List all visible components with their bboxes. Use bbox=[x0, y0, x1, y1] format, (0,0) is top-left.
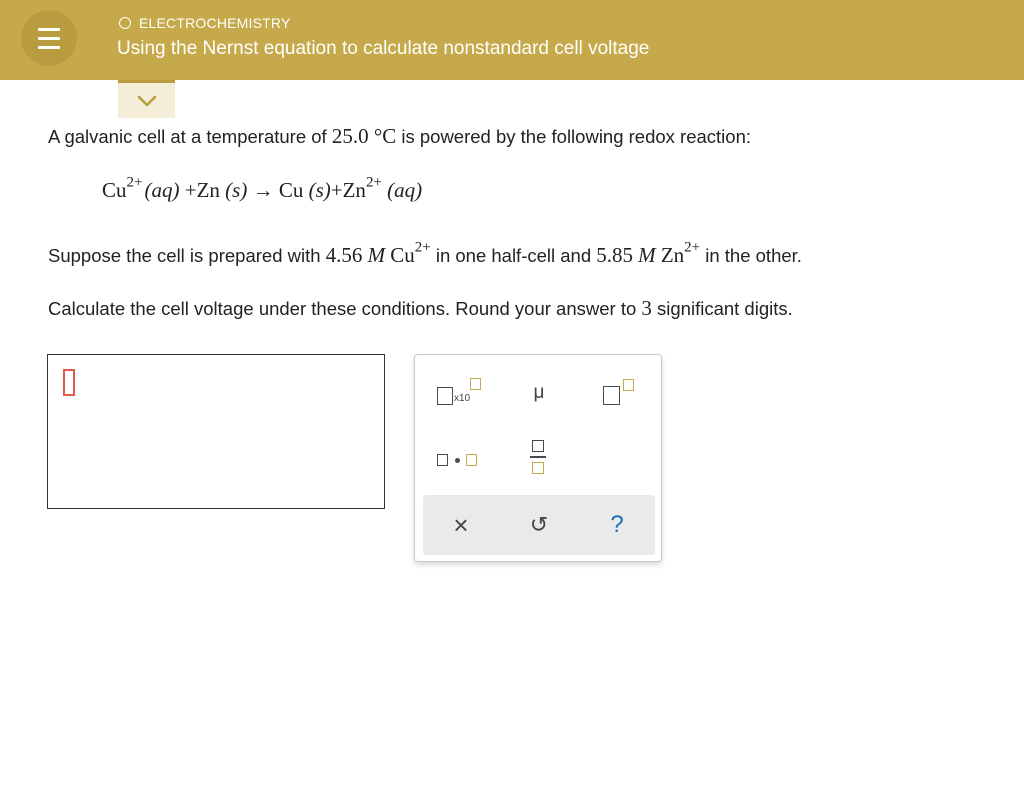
exponent-box-icon bbox=[623, 379, 634, 391]
charge: 2+ bbox=[365, 174, 382, 191]
chevron-down-icon bbox=[136, 94, 158, 108]
header-bar bbox=[0, 0, 1024, 80]
reactant-cu: Cu bbox=[102, 178, 127, 202]
scientific-notation-button[interactable] bbox=[429, 373, 489, 417]
page-title: Using the Nernst equation to calculate nonstandard cell voltage bbox=[117, 38, 650, 59]
collapse-toggle[interactable] bbox=[118, 80, 175, 118]
redox-reaction bbox=[102, 174, 423, 203]
conc2-species: Zn bbox=[660, 243, 685, 267]
micro-button[interactable] bbox=[519, 373, 559, 413]
right-box-icon bbox=[466, 454, 477, 466]
instr-text: Calculate the cell voltage under these conditions. Round your answer to bbox=[48, 298, 642, 319]
question-instruction bbox=[48, 296, 793, 321]
menu-button[interactable] bbox=[21, 10, 77, 66]
state: (s) bbox=[308, 178, 331, 202]
denominator-box-icon bbox=[532, 462, 544, 474]
plus: + bbox=[184, 178, 197, 202]
numerator-box-icon bbox=[532, 440, 544, 452]
intro-text: A galvanic cell at a temperature of bbox=[48, 126, 332, 147]
palette-action-bar bbox=[423, 495, 655, 555]
mu-label: μ bbox=[533, 382, 545, 403]
category-label: ELECTROCHEMISTRY bbox=[139, 15, 291, 31]
close-icon: × bbox=[453, 509, 469, 540]
prep-text-end: in the other. bbox=[700, 245, 802, 266]
temperature-value: 25.0 °C bbox=[331, 124, 397, 148]
math-palette bbox=[414, 354, 662, 562]
fraction-button[interactable] bbox=[519, 435, 559, 483]
exponent-box-icon bbox=[470, 378, 481, 390]
undo-button[interactable] bbox=[519, 505, 559, 545]
base-box-icon bbox=[603, 386, 620, 405]
dot-icon bbox=[455, 458, 460, 463]
product-cu: Cu bbox=[278, 178, 304, 202]
undo-icon: ↺ bbox=[529, 512, 549, 538]
question-preparation bbox=[48, 239, 802, 268]
prep-text-mid: in one half-cell and bbox=[430, 245, 597, 266]
topic-circle-icon bbox=[119, 17, 131, 29]
topic-category bbox=[119, 15, 291, 31]
answer-input[interactable] bbox=[47, 354, 385, 509]
help-icon: ? bbox=[610, 511, 624, 538]
state: (s) bbox=[225, 178, 248, 202]
menu-icon-line bbox=[38, 37, 60, 40]
instr-text-end: significant digits. bbox=[651, 298, 793, 319]
reaction-arrow: → bbox=[252, 178, 274, 202]
clear-button[interactable] bbox=[441, 505, 481, 545]
conc2-value: 5.85 bbox=[596, 243, 634, 267]
product-zn: Zn bbox=[342, 178, 366, 202]
base-box-icon bbox=[437, 387, 453, 405]
sig-digits-value: 3 bbox=[641, 296, 652, 320]
conc1-species: Cu bbox=[390, 243, 415, 267]
charge: 2+ bbox=[126, 174, 143, 191]
conc-unit: M bbox=[367, 243, 386, 267]
question-intro bbox=[48, 124, 751, 149]
conc-unit: M bbox=[638, 243, 656, 267]
prep-text: Suppose the cell is prepared with bbox=[48, 245, 326, 266]
state: (aq) bbox=[387, 178, 423, 202]
help-button[interactable] bbox=[597, 505, 637, 545]
intro-text-end: is powered by the following redox reaction: bbox=[396, 126, 752, 147]
multiply-dot-button[interactable] bbox=[429, 443, 489, 479]
reactant-zn: Zn bbox=[196, 178, 220, 202]
plus: + bbox=[330, 178, 343, 202]
charge: 2+ bbox=[414, 239, 431, 256]
menu-icon-line bbox=[38, 46, 60, 49]
conc1-value: 4.56 bbox=[325, 243, 363, 267]
x10-label: x10 bbox=[454, 393, 471, 404]
state: (aq) bbox=[144, 178, 180, 202]
menu-icon bbox=[38, 28, 60, 31]
charge: 2+ bbox=[684, 239, 701, 256]
superscript-button[interactable] bbox=[595, 373, 645, 417]
left-box-icon bbox=[437, 454, 448, 466]
fraction-bar-icon bbox=[530, 456, 546, 458]
input-cursor bbox=[63, 369, 75, 396]
